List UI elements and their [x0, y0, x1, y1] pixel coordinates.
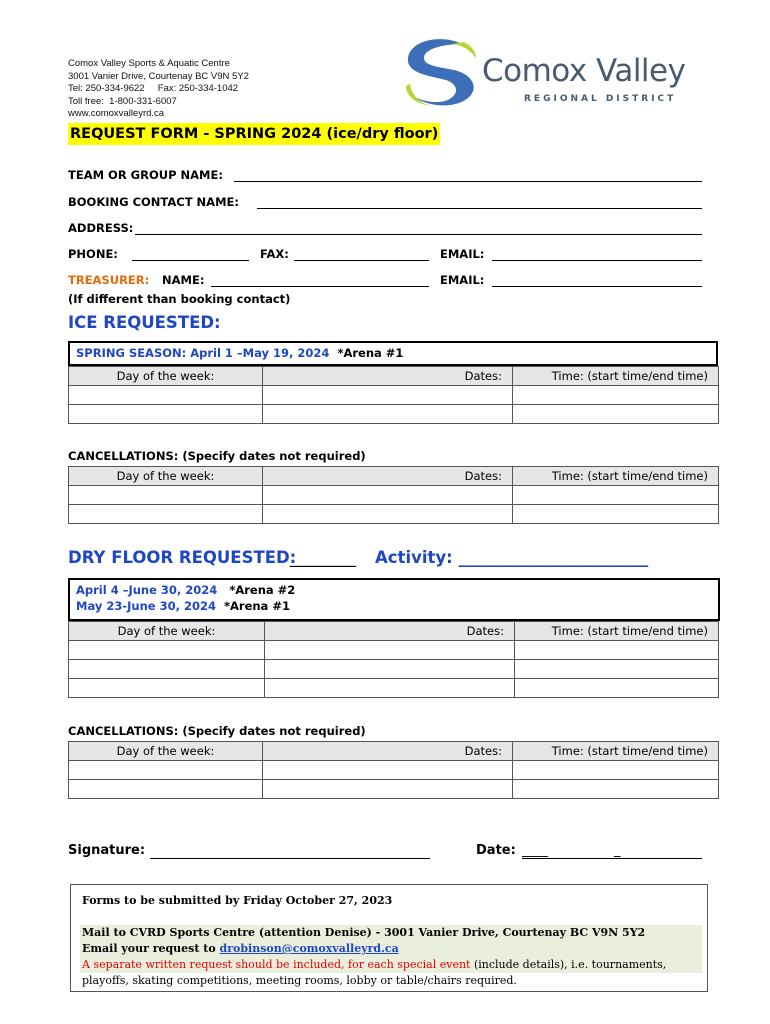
special-event-note-details: (include details), i.e. tournaments, — [470, 958, 667, 971]
team-name-label: TEAM OR GROUP NAME: — [68, 168, 223, 182]
time-cell[interactable] — [515, 641, 719, 660]
time-cell[interactable] — [515, 679, 719, 698]
fax-label: FAX: — [260, 247, 289, 261]
email-label: EMAIL: — [440, 247, 485, 261]
day-cell[interactable] — [69, 679, 265, 698]
email-field[interactable] — [492, 246, 702, 261]
time-cell[interactable] — [513, 505, 719, 524]
day-cell[interactable] — [69, 780, 263, 799]
column-header-time: Time: (start time/end time) — [513, 467, 719, 486]
dry-season-arena-2: *Arena #1 — [223, 599, 290, 613]
ice-season-box — [68, 341, 718, 366]
day-cell[interactable] — [69, 405, 263, 424]
day-cell[interactable] — [69, 386, 263, 405]
treasurer-name-field[interactable] — [211, 272, 429, 287]
dates-cell[interactable] — [265, 641, 515, 660]
logo-subtitle: REGIONAL DISTRICT — [524, 94, 677, 104]
submission-info-box — [70, 884, 708, 992]
treasurer-note: (If different than booking contact) — [68, 292, 291, 306]
column-header-day: Day of the week: — [69, 467, 263, 486]
ice-cancellations-table — [68, 466, 719, 524]
time-cell[interactable] — [513, 761, 719, 780]
table-row — [69, 679, 719, 698]
column-header-time: Time: (start time/end time) — [513, 367, 719, 386]
email-link[interactable]: drobinson@comoxvalleyrd.ca — [219, 942, 399, 955]
day-cell[interactable] — [69, 505, 263, 524]
dates-cell[interactable] — [263, 386, 513, 405]
treasurer-label: TREASURER: — [68, 273, 150, 287]
org-line: 3001 Vanier Drive, Courtenay BC V9N 5Y2 — [68, 70, 249, 82]
date-mark: _ — [614, 843, 621, 858]
team-name-field[interactable] — [234, 167, 702, 182]
day-cell[interactable] — [69, 761, 263, 780]
phone-field[interactable] — [132, 246, 249, 261]
form-title: REQUEST FORM - SPRING 2024 (ice/dry floor) — [68, 123, 440, 145]
day-cell[interactable] — [69, 641, 265, 660]
dry-cancellations-table — [68, 741, 719, 799]
table-row — [69, 386, 719, 405]
column-header-day: Day of the week: — [69, 742, 263, 761]
dry-floor-title: DRY FLOOR REQUESTED: — [68, 548, 297, 567]
column-header-dates: Dates: — [265, 622, 515, 641]
special-event-note-emphasis: A separate written request should be included, for each special event — [82, 958, 471, 971]
org-line: Comox Valley Sports & Aquatic Centre — [68, 58, 230, 69]
special-event-note — [80, 957, 702, 973]
table-row — [69, 641, 719, 660]
dates-cell[interactable] — [263, 780, 513, 799]
booking-contact-field[interactable] — [257, 194, 702, 209]
column-header-dates: Dates: — [263, 742, 513, 761]
treasurer-email-field[interactable] — [492, 272, 702, 287]
column-header-time: Time: (start time/end time) — [513, 742, 719, 761]
date-field[interactable] — [522, 844, 702, 859]
booking-contact-label: BOOKING CONTACT NAME: — [68, 195, 239, 209]
time-cell[interactable] — [513, 780, 719, 799]
table-row — [69, 505, 719, 524]
ice-requested-title: ICE REQUESTED: — [68, 313, 221, 332]
treasurer-name-label: NAME: — [162, 273, 205, 287]
dates-cell[interactable] — [263, 761, 513, 780]
column-header-day: Day of the week: — [69, 367, 263, 386]
dry-floor-activity[interactable]: Activity: _______________________ — [375, 548, 649, 567]
table-row — [69, 780, 719, 799]
column-header-dates: Dates: — [263, 467, 513, 486]
column-header-dates: Dates: — [263, 367, 513, 386]
ice-cancellations-title: CANCELLATIONS: (Specify dates not required) — [68, 449, 366, 463]
time-cell[interactable] — [513, 386, 719, 405]
column-header-day: Day of the week: — [69, 622, 265, 641]
signature-field[interactable] — [150, 844, 430, 859]
date-blank: ____ — [522, 843, 548, 858]
organization-address — [68, 58, 249, 121]
table-row — [69, 486, 719, 505]
dates-cell[interactable] — [265, 679, 515, 698]
date-label: Date: — [476, 843, 516, 858]
dry-season-dates-1: April 4 –June 30, 2024 — [76, 583, 218, 597]
logo-wordmark: Comox Valley — [482, 53, 686, 89]
day-cell[interactable] — [69, 486, 263, 505]
email-instructions — [80, 941, 702, 957]
ice-season-arena: *Arena #1 — [337, 346, 404, 360]
dates-cell[interactable] — [263, 405, 513, 424]
time-cell[interactable] — [513, 486, 719, 505]
org-line: Tel: 250-334-9622 Fax: 250-334-1042 — [68, 83, 239, 94]
comox-valley-logo-icon — [402, 36, 484, 108]
dry-cancellations-title: CANCELLATIONS: (Specify dates not required) — [68, 724, 366, 738]
treasurer-email-label: EMAIL: — [440, 273, 485, 287]
dry-season-box — [68, 578, 720, 621]
submission-deadline: Forms to be submitted by Friday October 27, 2023 — [82, 894, 393, 907]
dry-floor-blank[interactable]: ________ — [290, 548, 356, 567]
dates-cell[interactable] — [263, 486, 513, 505]
signature-label: Signature: — [68, 843, 146, 858]
time-cell[interactable] — [515, 660, 719, 679]
org-website: www.comoxvalleyrd.ca — [68, 108, 165, 119]
ice-request-table — [68, 366, 719, 424]
dates-cell[interactable] — [263, 505, 513, 524]
address-label: ADDRESS: — [68, 221, 134, 235]
special-event-note-line2: playoffs, skating competitions, meeting rooms, lobby or table/chairs required. — [82, 974, 517, 987]
dry-season-dates-2: May 23-June 30, 2024 — [76, 599, 216, 613]
table-row — [69, 405, 719, 424]
mail-instructions: Mail to CVRD Sports Centre (attention Denise) - 3001 Vanier Drive, Courtenay BC V9N 5Y2 — [80, 925, 702, 941]
day-cell[interactable] — [69, 660, 265, 679]
phone-label: PHONE: — [68, 247, 118, 261]
table-row — [69, 761, 719, 780]
fax-field[interactable] — [294, 246, 429, 261]
ice-season-dates: SPRING SEASON: April 1 –May 19, 2024 — [76, 346, 330, 360]
address-field[interactable] — [135, 220, 702, 235]
table-row — [69, 660, 719, 679]
org-line: Toll free: 1-800-331-6007 — [68, 95, 177, 107]
column-header-time: Time: (start time/end time) — [515, 622, 719, 641]
time-cell[interactable] — [513, 405, 719, 424]
email-prefix: Email your request to — [82, 942, 220, 955]
dry-season-arena-1: *Arena #2 — [229, 583, 296, 597]
dates-cell[interactable] — [265, 660, 515, 679]
dry-floor-table — [68, 621, 719, 698]
